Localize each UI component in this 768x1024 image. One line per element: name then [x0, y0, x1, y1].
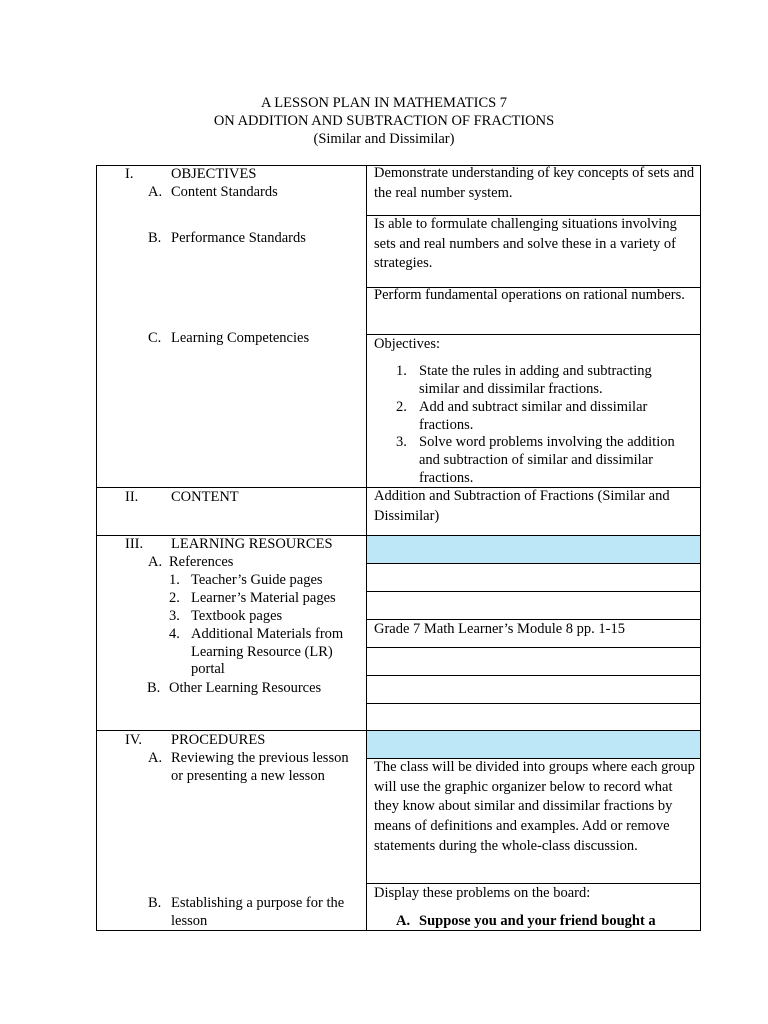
learners-material-label: Learner’s Material pages [191, 590, 336, 606]
list-item: similar and dissimilar fractions. [419, 381, 603, 397]
content-value: Addition and Subtraction of Fractions (Similar and Dissimilar) [374, 488, 670, 524]
highlight-cell-procedures [367, 731, 700, 758]
right-divider [366, 563, 701, 564]
reviewing-lesson-label: Reviewing the previous lesson [171, 750, 349, 766]
references-label: References [169, 554, 234, 570]
list-number: 1. [396, 363, 407, 379]
right-divider [366, 591, 701, 592]
list-item: Solve word problems involving the addition [419, 434, 675, 450]
title-line-2: ON ADDITION AND SUBTRACTION OF FRACTIONS [213, 113, 555, 129]
list-number: 3. [169, 608, 180, 624]
item-letter: C. [148, 330, 162, 346]
purpose-label: lesson [171, 913, 208, 929]
content-heading: CONTENT [171, 489, 239, 505]
right-divider [366, 675, 701, 676]
list-item: fractions. [419, 470, 474, 486]
item-letter: A. [148, 750, 163, 766]
item-letter: A. [148, 184, 163, 200]
procedures-heading: PROCEDURES [171, 732, 266, 748]
problem-letter: A. [396, 913, 411, 929]
additional-materials-label: Additional Materials from [191, 626, 344, 642]
list-number: 3. [396, 434, 407, 450]
textbook-pages-value: Grade 7 Math Learner’s Module 8 pp. 1-15 [374, 621, 625, 637]
list-number: 2. [396, 399, 407, 415]
list-item: State the rules in adding and subtracting [419, 363, 652, 379]
other-resources-label: Other Learning Resources [169, 680, 322, 696]
content-standards-value: Demonstrate understanding of key concepts of sets and the real number system. [374, 165, 695, 201]
list-item: fractions. [419, 417, 474, 433]
section-numeral: III. [125, 536, 144, 552]
additional-materials-label: Learning Resource (LR) [191, 644, 333, 660]
performance-standards-label: Performance Standards [171, 230, 306, 246]
teachers-guide-label: Teacher’s Guide pages [191, 572, 323, 588]
title-line-3: (Similar and Dissimilar) [313, 131, 455, 147]
highlight-cell-resources [367, 536, 700, 563]
right-divider [366, 703, 701, 704]
section-numeral: IV. [125, 732, 143, 748]
right-divider [366, 647, 701, 648]
item-letter: A. [148, 554, 163, 570]
section-numeral: II. [125, 489, 139, 505]
objectives-label: Objectives: [374, 336, 441, 352]
learning-competencies-label: Learning Competencies [171, 330, 310, 346]
textbook-pages-label: Textbook pages [191, 608, 283, 624]
purpose-value: Display these problems on the board: [374, 885, 591, 901]
performance-standards-value: Is able to formulate challenging situations involving sets and real numbers and solve these in a variety of strategies. [374, 216, 677, 272]
list-number: 4. [169, 626, 180, 642]
problem-text: Suppose you and your friend bought a [419, 913, 656, 929]
competency-value: Perform fundamental operations on rational numbers. [374, 287, 685, 303]
list-item: Add and subtract similar and dissimilar [419, 399, 648, 415]
item-letter: B. [148, 895, 162, 911]
item-letter: B. [148, 230, 162, 246]
purpose-label: Establishing a purpose for the [171, 895, 345, 911]
objectives-heading: OBJECTIVES [171, 166, 257, 182]
list-number: 2. [169, 590, 180, 606]
section-numeral: I. [125, 166, 134, 182]
content-standards-label: Content Standards [171, 184, 278, 200]
reviewing-lesson-label: or presenting a new lesson [171, 768, 325, 784]
reviewing-lesson-value: The class will be divided into groups where each group will use the graphic organizer below to record what they know about similar and dissimilar fractions by means of definitions and examples. Add or remove statements during the whole-class discussion. [374, 759, 695, 854]
learning-resources-heading: LEARNING RESOURCES [171, 536, 333, 552]
title-line-1: A LESSON PLAN IN MATHEMATICS 7 [260, 95, 508, 111]
item-letter: B. [147, 680, 161, 696]
list-number: 1. [169, 572, 180, 588]
additional-materials-label: portal [191, 661, 225, 677]
list-item: and subtraction of similar and dissimilar [419, 452, 653, 468]
